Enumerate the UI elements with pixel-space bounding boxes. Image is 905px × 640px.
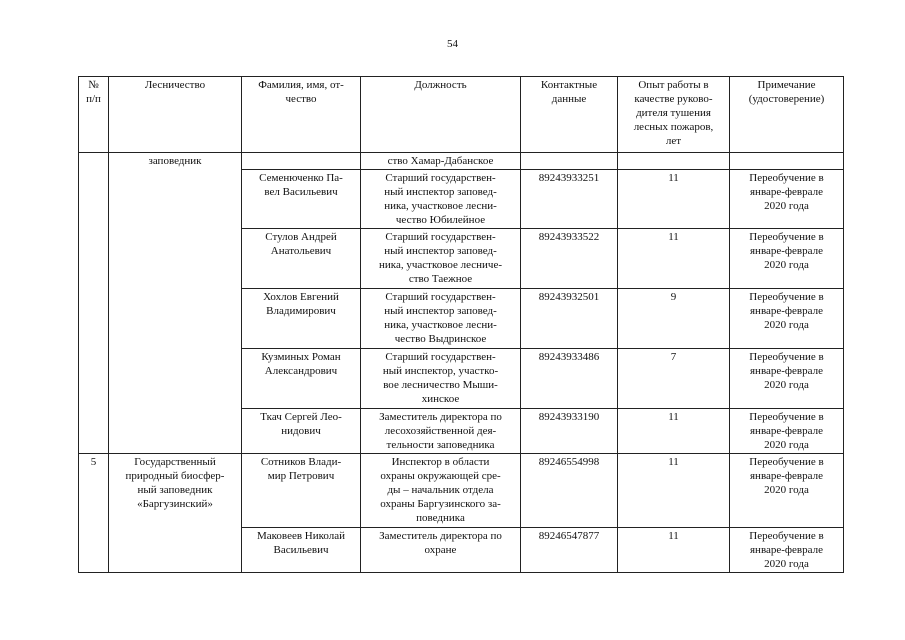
page-number: 54	[447, 38, 458, 50]
name-cell: Маковеев Николай Васильевич	[242, 528, 361, 573]
position-cell: Старший государствен- ный инспектор заповед- ника, участковое лесни- чество Выдринское	[361, 289, 521, 349]
name-cell: Ткач Сергей Лео- нидович	[242, 409, 361, 454]
name-cell: Стулов Андрей Анатольевич	[242, 229, 361, 289]
note-cell: Переобучение в январе-феврале 2020 года	[730, 170, 844, 229]
note-cell: Переобучение в январе-феврале 2020 года	[730, 349, 844, 409]
forestry-cell: Государственный природный биосфер- ный заповедник «Баргузинский»	[109, 454, 242, 573]
name-cell: Хохлов Евгений Владимирович	[242, 289, 361, 349]
position-cell: Старший государствен- ный инспектор заповед- ника, участковое лесни- чество Юбилейное	[361, 170, 521, 229]
number-cell	[79, 153, 109, 454]
experience-cell: 11	[618, 528, 730, 573]
position-cell: Старший государствен- ный инспектор заповед- ника, участковое лесниче- ство Таежное	[361, 229, 521, 289]
note-cell: Переобучение в январе-феврале 2020 года	[730, 454, 844, 528]
note-cell	[730, 153, 844, 170]
name-cell: Семенюченко Па- вел Васильевич	[242, 170, 361, 229]
experience-cell: 11	[618, 454, 730, 528]
contact-cell	[521, 153, 618, 170]
name-cell	[242, 153, 361, 170]
header-position: Должность	[361, 77, 521, 153]
continuation-row	[79, 153, 844, 170]
experience-cell: 11	[618, 409, 730, 454]
staff-table	[78, 76, 844, 573]
header-number: № п/п	[79, 77, 109, 153]
header-forestry: Лесничество	[109, 77, 242, 153]
note-cell: Переобучение в январе-феврале 2020 года	[730, 229, 844, 289]
contact-cell: 89246547877	[521, 528, 618, 573]
contact-cell: 89246554998	[521, 454, 618, 528]
name-cell: Сотников Влади- мир Петрович	[242, 454, 361, 528]
experience-cell: 11	[618, 170, 730, 229]
contact-cell: 89243933251	[521, 170, 618, 229]
position-cell: Старший государствен- ный инспектор, участко- вое лесничество Мыши- хинское	[361, 349, 521, 409]
experience-cell: 7	[618, 349, 730, 409]
contact-cell: 89243932501	[521, 289, 618, 349]
experience-cell: 11	[618, 229, 730, 289]
number-cell: 5	[79, 454, 109, 573]
table-header-row	[79, 77, 844, 153]
position-cell: Заместитель директора по охране	[361, 528, 521, 573]
contact-cell: 89243933486	[521, 349, 618, 409]
note-cell: Переобучение в январе-феврале 2020 года	[730, 409, 844, 454]
header-experience: Опыт работы в качестве руково- дителя тушения лесных пожаров, лет	[618, 77, 730, 153]
position-cell: Инспектор в области охраны окружающей сре- ды – начальник отдела охраны Баргузинского за- поведника	[361, 454, 521, 528]
experience-cell: 9	[618, 289, 730, 349]
contact-cell: 89243933522	[521, 229, 618, 289]
experience-cell	[618, 153, 730, 170]
table-row	[79, 454, 844, 528]
position-cell: Заместитель директора по лесохозяйственной дея- тельности заповедника	[361, 409, 521, 454]
position-cell: ство Хамар-Дабанское	[361, 153, 521, 170]
header-contact: Контактные данные	[521, 77, 618, 153]
forestry-cell: заповедник	[109, 153, 242, 454]
header-note: Примечание (удостоверение)	[730, 77, 844, 153]
header-full-name: Фамилия, имя, от- чество	[242, 77, 361, 153]
note-cell: Переобучение в январе-феврале 2020 года	[730, 289, 844, 349]
note-cell: Переобучение в январе-феврале 2020 года	[730, 528, 844, 573]
contact-cell: 89243933190	[521, 409, 618, 454]
name-cell: Кузминых Роман Александрович	[242, 349, 361, 409]
